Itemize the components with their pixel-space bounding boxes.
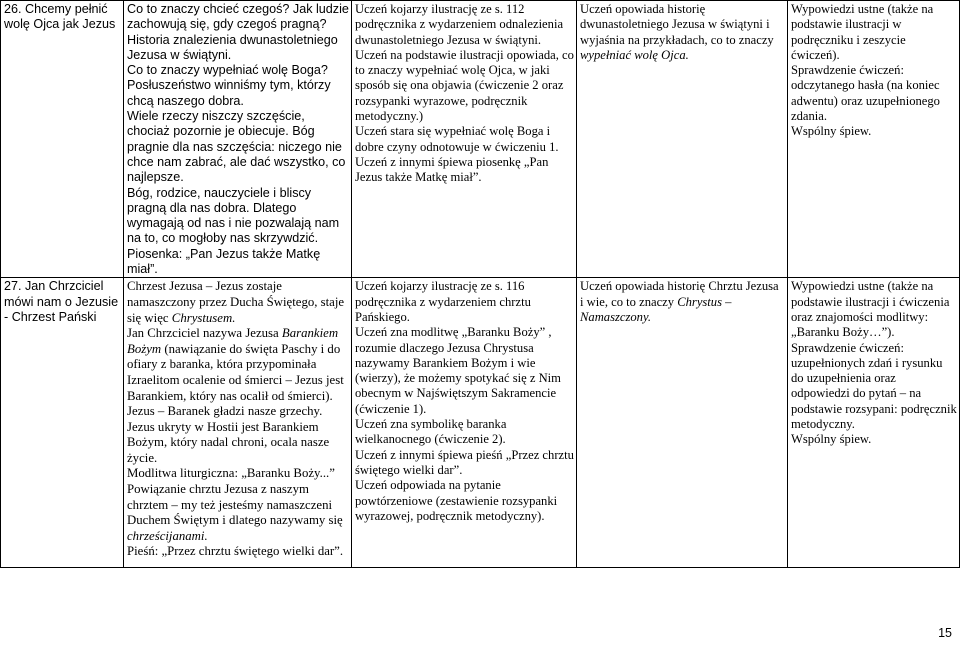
activity-line: Uczeń kojarzy ilustrację ze s. 116 podręcznika z wydarzeniem chrztu Pańskiego. — [355, 279, 531, 324]
activity-line: Uczeń zna symbolikę baranka wielkanocnego (ćwiczenie 2). — [355, 417, 507, 447]
content-text: Powiązanie chrztu Jezusa z naszym chrztem – my też jesteśmy namaszczeni Duchem Świętym i dlatego nazywamy się — [127, 482, 343, 528]
activity-line: Uczeń na podstawie ilustracji opowiada, co to znaczy wypełniać wolę Ojca, w jaki sposób się ona objawia (ćwiczenie 2 oraz rozsypanki wyrazowe, podręcznik metodyczny.) — [355, 47, 574, 124]
activities-cell — [352, 278, 577, 568]
content-cell — [124, 1, 352, 278]
assessment-cell — [788, 1, 960, 278]
content-line: Modlitwa liturgiczna: „Baranku Boży...” — [127, 466, 335, 481]
activity-line: Uczeń z innymi śpiewa pieśń „Przez chrztu świętego wielki dar”. — [355, 447, 574, 477]
assessment-line: Wypowiedzi ustne (także na podstawie ilustracji i ćwiczenia oraz znajomości modlitwy: „Baranku Boży…”). — [791, 279, 950, 340]
outcome-italic-text: wypełniać wolę Ojca. — [580, 47, 689, 62]
assessment-line: Sprawdzenie ćwiczeń: odczytanego hasła (na koniec adwentu) oraz uzupełnionego zdania. — [791, 63, 940, 124]
activity-line: Uczeń kojarzy ilustrację ze s. 112 podręcznika z wydarzeniem odnalezienia dwunastoletniego Jezusa w świątyni. — [355, 2, 564, 47]
content-italic-text: Barankiem Bożym — [127, 326, 339, 356]
topic-cell — [1, 278, 124, 568]
content-line: Pieśń: „Przez chrztu świętego wielki dar”. — [127, 544, 344, 559]
content-line — [127, 279, 349, 326]
assessment-line: Wspólny śpiew. — [791, 124, 872, 139]
content-line: Posłuszeństwo winniśmy tym, którzy chcą naszego dobra. — [127, 78, 331, 108]
activity-line: Uczeń zna modlitwę „Baranku Boży” , rozumie dlaczego Jezusa Chrystusa nazywamy Barankiem Bożym i wie (wierzy), że możemy spotykać się z Nim obecnym w Najświętszym Sakramencie (ćwiczenie 1). — [355, 325, 561, 416]
content-line: Wiele rzeczy niszczy szczęście, chociaż pozornie je obiecuje. Bóg pragnie dla nas szczęścia: niczego nie chce nam zabrać, ale dać wszystko, co najlepsze. — [127, 109, 346, 185]
activities-cell — [352, 1, 577, 278]
content-line — [127, 326, 349, 420]
activity-line: Uczeń odpowiada na pytanie powtórzeniowe (zestawienie rozsypanki wyrazowej, podręcznik metodyczny). — [355, 478, 558, 523]
page-number: 15 — [938, 626, 952, 640]
content-italic-text: chrześcijanami. — [127, 528, 208, 543]
content-italic-text: Chrystusem. — [171, 310, 236, 325]
outcome-text: Uczeń opowiada historię Chrztu Jezusa i wie, co to znaczy — [580, 279, 779, 309]
assessment-line: Sprawdzenie ćwiczeń: uzupełnionych zdań i rysunku do uzupełnienia oraz odpowiedzi do pytań – na podstawie rozsypani: podręcznik metodyczny. — [791, 340, 957, 432]
content-line: Bóg, rodzice, nauczyciele i bliscy pragną dla nas dobra. Dlatego wymagają od nas i nie pozwalają nam na to, co mogłoby nas skrzywdzić. — [127, 185, 340, 246]
topic-text: 27. Jan Chrzciciel mówi nam o Jezusie - Chrzest Pański — [4, 279, 119, 324]
table-row — [1, 278, 960, 568]
content-cell — [124, 278, 352, 568]
activity-line: Uczeń z innymi śpiewa piosenkę „Pan Jezus także Matkę miał”. — [355, 154, 549, 185]
content-text: (nawiązanie do święta Paschy i do ofiary z baranka, która przypominała Izraelitom ocalenie od śmierci – Jezus jest Barankiem, który nas ocalił od śmierci). Jezus – Baranek gładzi nasze grzechy. — [127, 341, 344, 419]
content-line: Co to znaczy chcieć czegoś? Jak ludzie zachowują się, gdy czegoś pragną? — [127, 2, 349, 32]
outcome-cell — [577, 278, 788, 568]
outcome-text: Uczeń opowiada historię dwunastoletniego Jezusa w świątyni i wyjaśnia na przykładach, co to znaczy — [580, 2, 774, 47]
assessment-line: Wypowiedzi ustne (także na podstawie ilustracji w podręczniku i zeszycie ćwiczeń). — [791, 2, 934, 62]
content-line: Co to znaczy wypełniać wolę Boga? — [127, 63, 328, 78]
content-line: Jezus ukryty w Hostii jest Barankiem Bożym, który nadal chroni, ocala nasze życie. — [127, 419, 330, 465]
outcome-italic-text: Chrystus – Namaszczony. — [580, 294, 732, 324]
assessment-cell — [788, 278, 960, 568]
outcome-cell — [577, 1, 788, 278]
activity-line: Uczeń stara się wypełniać wolę Boga i dobre czyny odnotowuje w ćwiczeniu 1. — [355, 124, 559, 154]
table-row — [1, 1, 960, 278]
content-line: Piosenka: „Pan Jezus także Matkę miał”. — [127, 246, 321, 277]
content-text: Chrzest Jezusa – Jezus zostaje namaszczony przez Ducha Świętego, staje się więc — [127, 279, 345, 325]
content-line — [127, 482, 349, 544]
assessment-line: Wspólny śpiew. — [791, 432, 872, 447]
content-text: Jan Chrzciciel nazywa Jezusa — [127, 326, 282, 341]
topic-cell — [1, 1, 124, 278]
topic-text: 26. Chcemy pełnić wolę Ojca jak Jezus — [4, 2, 116, 32]
content-line: Historia znalezienia dwunastoletniego Jezusa w świątyni. — [127, 32, 338, 62]
